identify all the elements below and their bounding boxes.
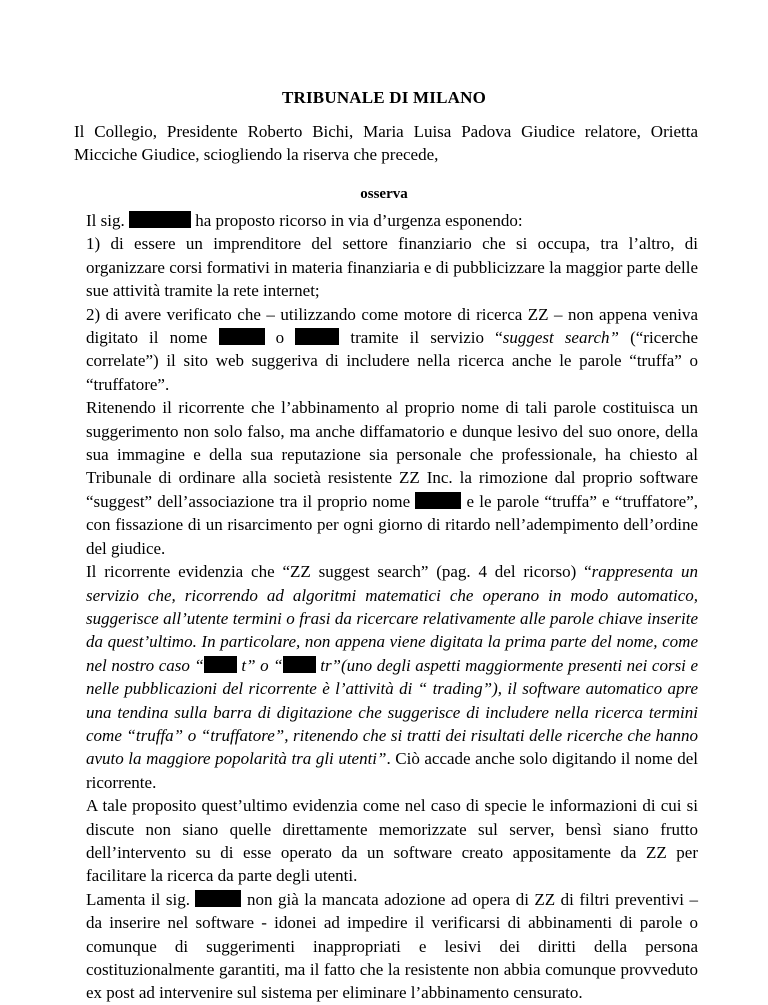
italic-segment: t” o “ — [241, 655, 283, 675]
text-segment: ha proposto ricorso in via d’urgenza esponendo: — [195, 211, 523, 230]
intro-paragraph: Il Collegio, Presidente Roberto Bichi, Maria Luisa Padova Giudice relatore, Orietta Micciche Giudice, sciogliendo la riserva che precede, — [74, 122, 698, 165]
text-segment: (“ricerche correlate”) il sito web suggeriva di includere nella ricerca anche le parole “truffa” o “truffatore”. — [86, 328, 699, 394]
paragraph-claim — [86, 209, 698, 232]
text-segment: o — [275, 328, 285, 348]
text-segment: non già la mancata adozione ad opera di ZZ di filtri preventivi – da inserire nel software - idonei ad impedire il verificarsi di abbinamenti di parole o comunque di suggerimenti inappropriati e lesivi dei diritti della persona costituzionalmente garantiti, ma il fatto che la resistente non abbia comunque provveduto ex post ad intervenire sul sistema per eliminare l’abbinamento censurato. — [86, 889, 699, 1003]
paragraph-evidence — [86, 560, 698, 794]
paragraph-point-2 — [86, 303, 698, 397]
paragraph-point-1: 1) di essere un imprenditore del settore finanziario che si occupa, tra l’altro, di organizzare corsi formativi in materia finanziaria e di pubblicizzare la maggior parte delle sue attività tramite la rete internet; — [86, 234, 698, 301]
italic-segment: suggest search” — [502, 328, 619, 348]
section-heading: osserva — [360, 186, 408, 202]
redacted-name — [204, 656, 237, 673]
italic-segment: tr”(uno degli aspetti maggiormente presenti nei corsi e nelle pubblicazioni del ricorrente è l’attività di “ trading”), il software automatico apre una tendina sulla barra di digitazione che suggerisce di includere nella ricerca termini come “truffa” o “truffatore”, ritenendo che si tratti dei risultati delle ricerche che hanno avuto la maggiore popolarità tra gli utenti” — [86, 655, 699, 769]
redacted-name — [129, 211, 191, 228]
text-segment: Il ricorrente evidenzia che “ZZ suggest search” (pag. 4 del ricorso) “ — [86, 562, 592, 582]
text-segment: e le parole “truffa” e “truffatore”, con fissazione di un risarcimento per ogni giorno di ritardo nell’adempimento dell’ordine del giudice. — [86, 491, 698, 558]
redacted-name — [219, 328, 265, 345]
court-title: TRIBUNALE DI MILANO — [281, 88, 487, 107]
text-segment: 2) di avere verificato che – utilizzando come motore di ricerca ZZ – non appena veniva digitato il nome — [86, 304, 698, 348]
paragraph-request — [86, 396, 698, 560]
text-segment: Il sig. — [86, 211, 125, 230]
paragraph-complaint — [86, 888, 698, 1005]
redacted-name — [295, 328, 339, 345]
redacted-name — [195, 890, 241, 907]
text-segment: Ritenendo il ricorrente che l’abbinamento al proprio nome di tali parole costituisca un suggerimento non solo falso, ma anche diffamatorio e dunque lesivo del suo onore, della sua immagine e della sua reputazione sia personale che professionale, ha chiesto al Tribunale di ordinare alla società resistente ZZ Inc. la rimozione dal proprio software “suggest” dell’associazione tra il proprio nome — [86, 398, 698, 511]
redacted-name — [283, 656, 316, 673]
paragraph-software: A tale proposito quest’ultimo evidenzia come nel caso di specie le informazioni di cui si discute non siano quelle direttamente memorizzate sul server, bensì siano frutto dell’intervento su di esse operato da un software creato appositamente da ZZ per facilitare la ricerca da parte degli utenti. — [86, 796, 698, 886]
redacted-name — [415, 492, 461, 509]
text-segment: . Ciò accade anche solo digitando il nome del ricorrente. — [86, 749, 698, 792]
document-body — [86, 209, 698, 1005]
italic-segment: rappresenta un servizio che, ricorrendo ad algoritmi matematici che operano in modo automatico, suggerisce all’utente termini o frasi da ricercare relativamente alle parole chiave inserite da quest’ultimo. In particolare, non appena viene digitata la prima parte del nome, come nel nostro caso “ — [86, 562, 698, 675]
text-segment: Lamenta il sig. — [86, 889, 190, 909]
text-segment: tramite il servizio “ — [350, 328, 503, 348]
